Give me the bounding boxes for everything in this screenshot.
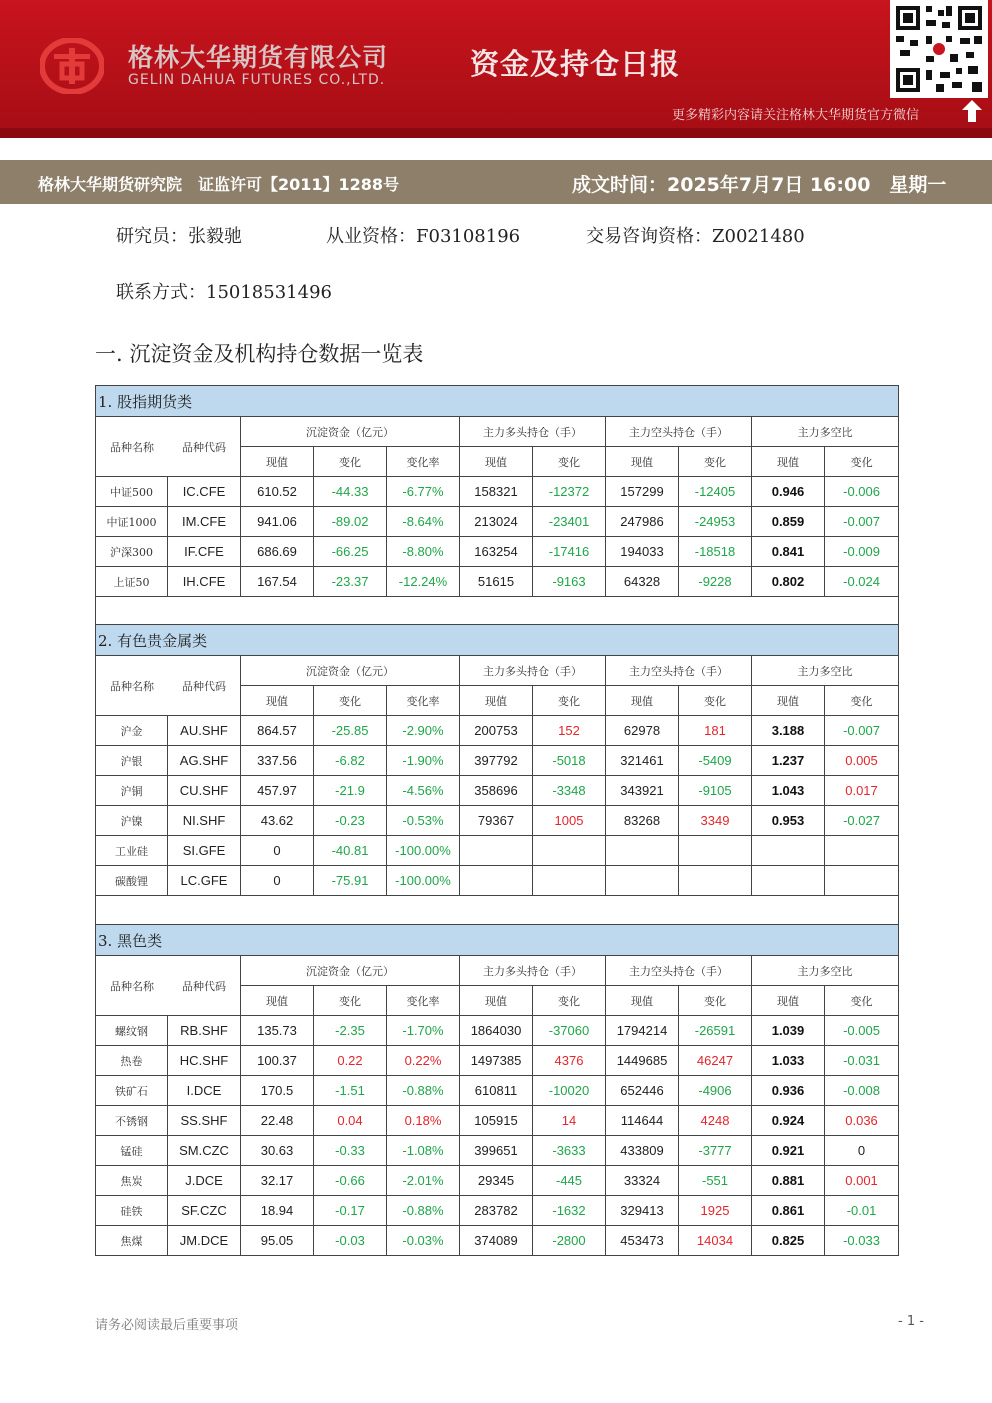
cell-ratio-now [752, 836, 825, 866]
page-number: - 1 - [898, 1314, 924, 1329]
cell-long-now: 105915 [460, 1106, 533, 1136]
cell-name: 碳酸锂 [96, 866, 168, 896]
cell-code: SM.CZC [168, 1136, 241, 1166]
sub-chg: 变化 [533, 686, 606, 716]
cell-code: IF.CFE [168, 537, 241, 567]
cell-long-now: 283782 [460, 1196, 533, 1226]
cell-code: RB.SHF [168, 1016, 241, 1046]
cell-fund-rate: -4.56% [387, 776, 460, 806]
cell-long-now: 51615 [460, 567, 533, 597]
cell-name: 不锈钢 [96, 1106, 168, 1136]
cell-ratio-chg [825, 866, 899, 896]
cell-long-now [460, 866, 533, 896]
company-logo-icon [40, 38, 104, 94]
qualification: 从业资格：F03108196 [326, 226, 521, 247]
cell-fund-rate: -1.90% [387, 746, 460, 776]
cell-name: 工业硅 [96, 836, 168, 866]
cell-ratio-now: 1.237 [752, 746, 825, 776]
cell-fund-now: 457.97 [241, 776, 314, 806]
cell-ratio-chg: -0.031 [825, 1046, 899, 1076]
cell-long-now: 79367 [460, 806, 533, 836]
cell-short-chg: 181 [679, 716, 752, 746]
cell-short-now [606, 836, 679, 866]
cell-fund-rate: -6.77% [387, 477, 460, 507]
sub-chg: 变化 [533, 986, 606, 1016]
cell-short-chg: -3777 [679, 1136, 752, 1166]
cell-fund-chg: -66.25 [314, 537, 387, 567]
cell-short-now: 83268 [606, 806, 679, 836]
cell-name: 铁矿石 [96, 1076, 168, 1106]
cell-ratio-chg: 0.017 [825, 776, 899, 806]
cell-long-chg: -9163 [533, 567, 606, 597]
cell-long-chg: -2800 [533, 1226, 606, 1256]
cell-long-chg: -37060 [533, 1016, 606, 1046]
sub-chg: 变化 [314, 686, 387, 716]
sub-chg: 变化 [533, 447, 606, 477]
cell-code: CU.SHF [168, 776, 241, 806]
cell-short-now: 1449685 [606, 1046, 679, 1076]
cell-fund-chg: -25.85 [314, 716, 387, 746]
table-ferrous [95, 924, 899, 1256]
cell-name: 螺纹钢 [96, 1016, 168, 1046]
cell-short-chg: 14034 [679, 1226, 752, 1256]
cell-code: IC.CFE [168, 477, 241, 507]
cell-short-chg: -551 [679, 1166, 752, 1196]
cell-code: AG.SHF [168, 746, 241, 776]
table-row [96, 537, 899, 567]
header-code: 品种代码 [182, 679, 226, 693]
cell-fund-now: 30.63 [241, 1136, 314, 1166]
report-datetime: 成文时间：2025年7月7日 16:00 星期一 [572, 174, 947, 196]
section-title: 一. 沉淀资金及机构持仓数据一览表 [95, 342, 424, 366]
sub-chg: 变化 [825, 986, 899, 1016]
sub-chg: 变化 [314, 986, 387, 1016]
table-row [96, 567, 899, 597]
table-row [96, 1226, 899, 1256]
cell-ratio-chg: -0.006 [825, 477, 899, 507]
table-row [96, 507, 899, 537]
cell-fund-rate: -1.08% [387, 1136, 460, 1166]
cell-fund-chg: -1.51 [314, 1076, 387, 1106]
cell-code: LC.GFE [168, 866, 241, 896]
cell-ratio-chg: -0.005 [825, 1016, 899, 1046]
sub-now: 现值 [752, 447, 825, 477]
cell-long-now: 158321 [460, 477, 533, 507]
table-row [96, 1046, 899, 1076]
cell-name: 焦炭 [96, 1166, 168, 1196]
cell-short-now: 62978 [606, 716, 679, 746]
cell-long-chg [533, 836, 606, 866]
cell-name: 焦煤 [96, 1226, 168, 1256]
cell-code: JM.DCE [168, 1226, 241, 1256]
cell-ratio-now: 0.921 [752, 1136, 825, 1166]
cell-short-now: 247986 [606, 507, 679, 537]
header-long: 主力多头持仓（手） [460, 656, 606, 686]
table-row [96, 477, 899, 507]
sub-now: 现值 [241, 447, 314, 477]
cell-long-chg: 152 [533, 716, 606, 746]
cell-fund-rate: -0.88% [387, 1076, 460, 1106]
header-short: 主力空头持仓（手） [606, 656, 752, 686]
cell-fund-chg: -89.02 [314, 507, 387, 537]
cell-ratio-now: 0.936 [752, 1076, 825, 1106]
cell-name: 沪铜 [96, 776, 168, 806]
cell-long-now: 163254 [460, 537, 533, 567]
cell-ratio-chg: 0.036 [825, 1106, 899, 1136]
cell-fund-chg: 0.04 [314, 1106, 387, 1136]
sub-now: 现值 [606, 686, 679, 716]
cell-fund-now: 167.54 [241, 567, 314, 597]
cell-ratio-chg: -0.033 [825, 1226, 899, 1256]
table-stock-index [95, 385, 899, 626]
cell-long-now: 1497385 [460, 1046, 533, 1076]
category-title: 1. 股指期货类 [96, 386, 899, 417]
qr-code-icon [890, 0, 988, 98]
table-row [96, 1136, 899, 1166]
sub-rate: 变化率 [387, 986, 460, 1016]
cell-fund-chg: -0.66 [314, 1166, 387, 1196]
follow-text: 更多精彩内容请关注格林大华期货官方微信 [672, 108, 920, 123]
header-ratio: 主力多空比 [752, 656, 899, 686]
cell-long-chg: -12372 [533, 477, 606, 507]
cell-short-now: 114644 [606, 1106, 679, 1136]
cell-fund-now: 610.52 [241, 477, 314, 507]
cell-ratio-chg: 0.005 [825, 746, 899, 776]
cell-name: 中证1000 [96, 507, 168, 537]
table-row [96, 1106, 899, 1136]
consult-qualification: 交易咨询资格：Z0021480 [586, 226, 805, 247]
cell-fund-now: 95.05 [241, 1226, 314, 1256]
cell-short-chg: -26591 [679, 1016, 752, 1046]
header-name-code [96, 956, 241, 1016]
cell-fund-now: 22.48 [241, 1106, 314, 1136]
cell-short-chg [679, 866, 752, 896]
cell-long-chg: -3348 [533, 776, 606, 806]
cell-short-chg: -9228 [679, 567, 752, 597]
cell-code: SI.GFE [168, 836, 241, 866]
cell-fund-now: 0 [241, 836, 314, 866]
cell-short-now: 652446 [606, 1076, 679, 1106]
cell-long-now: 610811 [460, 1076, 533, 1106]
table-row [96, 1016, 899, 1046]
cell-fund-rate: -8.80% [387, 537, 460, 567]
cell-ratio-chg: -0.01 [825, 1196, 899, 1226]
table-row [96, 716, 899, 746]
contact: 联系方式：15018531496 [116, 282, 332, 303]
sub-now: 现值 [752, 686, 825, 716]
cell-long-now: 397792 [460, 746, 533, 776]
cell-ratio-now: 0.861 [752, 1196, 825, 1226]
cell-fund-rate: 0.18% [387, 1106, 460, 1136]
header-name: 品种名称 [110, 979, 154, 993]
cell-code: I.DCE [168, 1076, 241, 1106]
cell-fund-chg: -0.17 [314, 1196, 387, 1226]
cell-ratio-now [752, 866, 825, 896]
cell-short-chg: -18518 [679, 537, 752, 567]
cell-long-chg [533, 866, 606, 896]
cell-ratio-now: 0.841 [752, 537, 825, 567]
cell-fund-rate: -1.70% [387, 1016, 460, 1046]
cell-fund-chg: -21.9 [314, 776, 387, 806]
cell-fund-chg: -40.81 [314, 836, 387, 866]
cell-fund-now: 18.94 [241, 1196, 314, 1226]
cell-short-now: 321461 [606, 746, 679, 776]
header-name-code [96, 656, 241, 716]
cell-short-chg: -4906 [679, 1076, 752, 1106]
header-fund: 沉淀资金（亿元） [241, 417, 460, 447]
cell-ratio-chg: -0.008 [825, 1076, 899, 1106]
cell-fund-rate: -8.64% [387, 507, 460, 537]
table-row [96, 1166, 899, 1196]
sub-now: 现值 [460, 686, 533, 716]
cell-ratio-chg: -0.027 [825, 806, 899, 836]
header-ratio: 主力多空比 [752, 417, 899, 447]
cell-fund-chg: -0.03 [314, 1226, 387, 1256]
header-name: 品种名称 [110, 440, 154, 454]
cell-short-now [606, 866, 679, 896]
cell-short-chg: -5409 [679, 746, 752, 776]
arrow-up-icon [962, 100, 982, 122]
cell-code: IH.CFE [168, 567, 241, 597]
header-ratio: 主力多空比 [752, 956, 899, 986]
sub-now: 现值 [606, 986, 679, 1016]
table-nonferrous-precious [95, 624, 899, 925]
cell-fund-chg: -44.33 [314, 477, 387, 507]
cell-long-chg: 1005 [533, 806, 606, 836]
sub-chg: 变化 [679, 686, 752, 716]
cell-fund-now: 43.62 [241, 806, 314, 836]
info-bar [0, 160, 992, 204]
cell-long-now [460, 836, 533, 866]
cell-fund-chg: -0.23 [314, 806, 387, 836]
cell-fund-rate: -0.53% [387, 806, 460, 836]
cell-ratio-chg: 0.001 [825, 1166, 899, 1196]
cell-short-chg: 4248 [679, 1106, 752, 1136]
table-spacer [96, 597, 899, 627]
cell-short-chg: -12405 [679, 477, 752, 507]
cell-long-now: 399651 [460, 1136, 533, 1166]
cell-long-now: 374089 [460, 1226, 533, 1256]
cell-ratio-chg: -0.009 [825, 537, 899, 567]
sub-now: 现值 [241, 986, 314, 1016]
cell-fund-rate: -100.00% [387, 866, 460, 896]
cell-long-chg: -445 [533, 1166, 606, 1196]
table-row [96, 866, 899, 896]
cell-fund-rate: 0.22% [387, 1046, 460, 1076]
cell-short-now: 157299 [606, 477, 679, 507]
cell-ratio-chg: 0 [825, 1136, 899, 1166]
cell-fund-chg: -75.91 [314, 866, 387, 896]
cell-code: HC.SHF [168, 1046, 241, 1076]
cell-long-chg: 4376 [533, 1046, 606, 1076]
cell-fund-rate: -0.88% [387, 1196, 460, 1226]
cell-short-chg: 46247 [679, 1046, 752, 1076]
cell-ratio-now: 0.802 [752, 567, 825, 597]
cell-ratio-now: 0.881 [752, 1166, 825, 1196]
cell-name: 沪深300 [96, 537, 168, 567]
header-code: 品种代码 [182, 979, 226, 993]
cell-long-chg: -1632 [533, 1196, 606, 1226]
cell-long-chg: -17416 [533, 537, 606, 567]
sub-chg: 变化 [825, 447, 899, 477]
cell-fund-rate: -2.01% [387, 1166, 460, 1196]
cell-code: IM.CFE [168, 507, 241, 537]
cell-fund-now: 100.37 [241, 1046, 314, 1076]
cell-ratio-now: 0.946 [752, 477, 825, 507]
sub-now: 现值 [606, 447, 679, 477]
cell-ratio-chg: -0.024 [825, 567, 899, 597]
cell-fund-now: 0 [241, 866, 314, 896]
cell-long-chg: -5018 [533, 746, 606, 776]
cell-ratio-now: 1.039 [752, 1016, 825, 1046]
cell-short-now: 194033 [606, 537, 679, 567]
table-spacer [96, 896, 899, 926]
sub-rate: 变化率 [387, 686, 460, 716]
sub-now: 现值 [752, 986, 825, 1016]
cell-long-now: 1864030 [460, 1016, 533, 1046]
cell-fund-chg: -0.33 [314, 1136, 387, 1166]
cell-long-chg: -3633 [533, 1136, 606, 1166]
header-short: 主力空头持仓（手） [606, 956, 752, 986]
cell-fund-rate: -0.03% [387, 1226, 460, 1256]
cell-fund-now: 337.56 [241, 746, 314, 776]
cell-short-now: 453473 [606, 1226, 679, 1256]
cell-short-now: 64328 [606, 567, 679, 597]
cell-ratio-now: 1.033 [752, 1046, 825, 1076]
cell-long-now: 200753 [460, 716, 533, 746]
cell-short-now: 33324 [606, 1166, 679, 1196]
cell-fund-now: 170.5 [241, 1076, 314, 1106]
cell-code: AU.SHF [168, 716, 241, 746]
cell-long-chg: 14 [533, 1106, 606, 1136]
cell-name: 锰硅 [96, 1136, 168, 1166]
company-name-cn: 格林大华期货有限公司 [128, 43, 389, 72]
table-row [96, 776, 899, 806]
header-long: 主力多头持仓（手） [460, 417, 606, 447]
cell-name: 硅铁 [96, 1196, 168, 1226]
cell-short-chg [679, 836, 752, 866]
cell-code: J.DCE [168, 1166, 241, 1196]
cell-short-chg: 3349 [679, 806, 752, 836]
cell-long-now: 358696 [460, 776, 533, 806]
cell-short-chg: 1925 [679, 1196, 752, 1226]
sub-chg: 变化 [825, 686, 899, 716]
cell-fund-chg: 0.22 [314, 1046, 387, 1076]
table-row [96, 836, 899, 866]
cell-name: 中证500 [96, 477, 168, 507]
footer-notice: 请务必阅读最后重要事项 [95, 1318, 239, 1333]
sub-now: 现值 [460, 986, 533, 1016]
sub-chg: 变化 [679, 447, 752, 477]
cell-short-now: 433809 [606, 1136, 679, 1166]
institute-license: 格林大华期货研究院 证监许可【2011】1288号 [38, 175, 400, 194]
cell-long-chg: -10020 [533, 1076, 606, 1106]
cell-short-now: 329413 [606, 1196, 679, 1226]
cell-fund-now: 864.57 [241, 716, 314, 746]
header-fund: 沉淀资金（亿元） [241, 656, 460, 686]
researcher: 研究员：张毅驰 [116, 226, 242, 247]
cell-ratio-now: 1.043 [752, 776, 825, 806]
cell-name: 沪银 [96, 746, 168, 776]
cell-fund-chg: -23.37 [314, 567, 387, 597]
cell-code: SS.SHF [168, 1106, 241, 1136]
cell-ratio-now: 3.188 [752, 716, 825, 746]
table-row [96, 1076, 899, 1106]
cell-name: 沪镍 [96, 806, 168, 836]
header-code: 品种代码 [182, 440, 226, 454]
header-fund: 沉淀资金（亿元） [241, 956, 460, 986]
cell-short-now: 343921 [606, 776, 679, 806]
cell-fund-now: 32.17 [241, 1166, 314, 1196]
cell-ratio-chg: -0.007 [825, 507, 899, 537]
cell-fund-rate: -12.24% [387, 567, 460, 597]
category-title: 3. 黑色类 [96, 925, 899, 956]
cell-short-now: 1794214 [606, 1016, 679, 1046]
cell-fund-chg: -6.82 [314, 746, 387, 776]
header-name: 品种名称 [110, 679, 154, 693]
sub-now: 现值 [460, 447, 533, 477]
header-short: 主力空头持仓（手） [606, 417, 752, 447]
table-row [96, 746, 899, 776]
cell-fund-chg: -2.35 [314, 1016, 387, 1046]
cell-code: NI.SHF [168, 806, 241, 836]
cell-short-chg: -24953 [679, 507, 752, 537]
cell-long-chg: -23401 [533, 507, 606, 537]
cell-fund-now: 135.73 [241, 1016, 314, 1046]
cell-code: SF.CZC [168, 1196, 241, 1226]
cell-ratio-now: 0.924 [752, 1106, 825, 1136]
cell-fund-now: 941.06 [241, 507, 314, 537]
cell-ratio-now: 0.953 [752, 806, 825, 836]
header-banner [0, 0, 992, 138]
cell-name: 沪金 [96, 716, 168, 746]
cell-fund-now: 686.69 [241, 537, 314, 567]
sub-chg: 变化 [679, 986, 752, 1016]
cell-ratio-chg: -0.007 [825, 716, 899, 746]
cell-name: 上证50 [96, 567, 168, 597]
cell-long-now: 213024 [460, 507, 533, 537]
sub-rate: 变化率 [387, 447, 460, 477]
header-long: 主力多头持仓（手） [460, 956, 606, 986]
company-name-en: GELIN DAHUA FUTURES CO.,LTD. [128, 72, 386, 88]
cell-fund-rate: -2.90% [387, 716, 460, 746]
cell-ratio-now: 0.825 [752, 1226, 825, 1256]
cell-short-chg: -9105 [679, 776, 752, 806]
category-title: 2. 有色贵金属类 [96, 625, 899, 656]
sub-now: 现值 [241, 686, 314, 716]
cell-name: 热卷 [96, 1046, 168, 1076]
cell-ratio-chg [825, 836, 899, 866]
cell-long-now: 29345 [460, 1166, 533, 1196]
cell-ratio-now: 0.859 [752, 507, 825, 537]
sub-chg: 变化 [314, 447, 387, 477]
table-row [96, 806, 899, 836]
header-name-code [96, 417, 241, 477]
table-row [96, 1196, 899, 1226]
report-title: 资金及持仓日报 [470, 47, 681, 81]
cell-fund-rate: -100.00% [387, 836, 460, 866]
